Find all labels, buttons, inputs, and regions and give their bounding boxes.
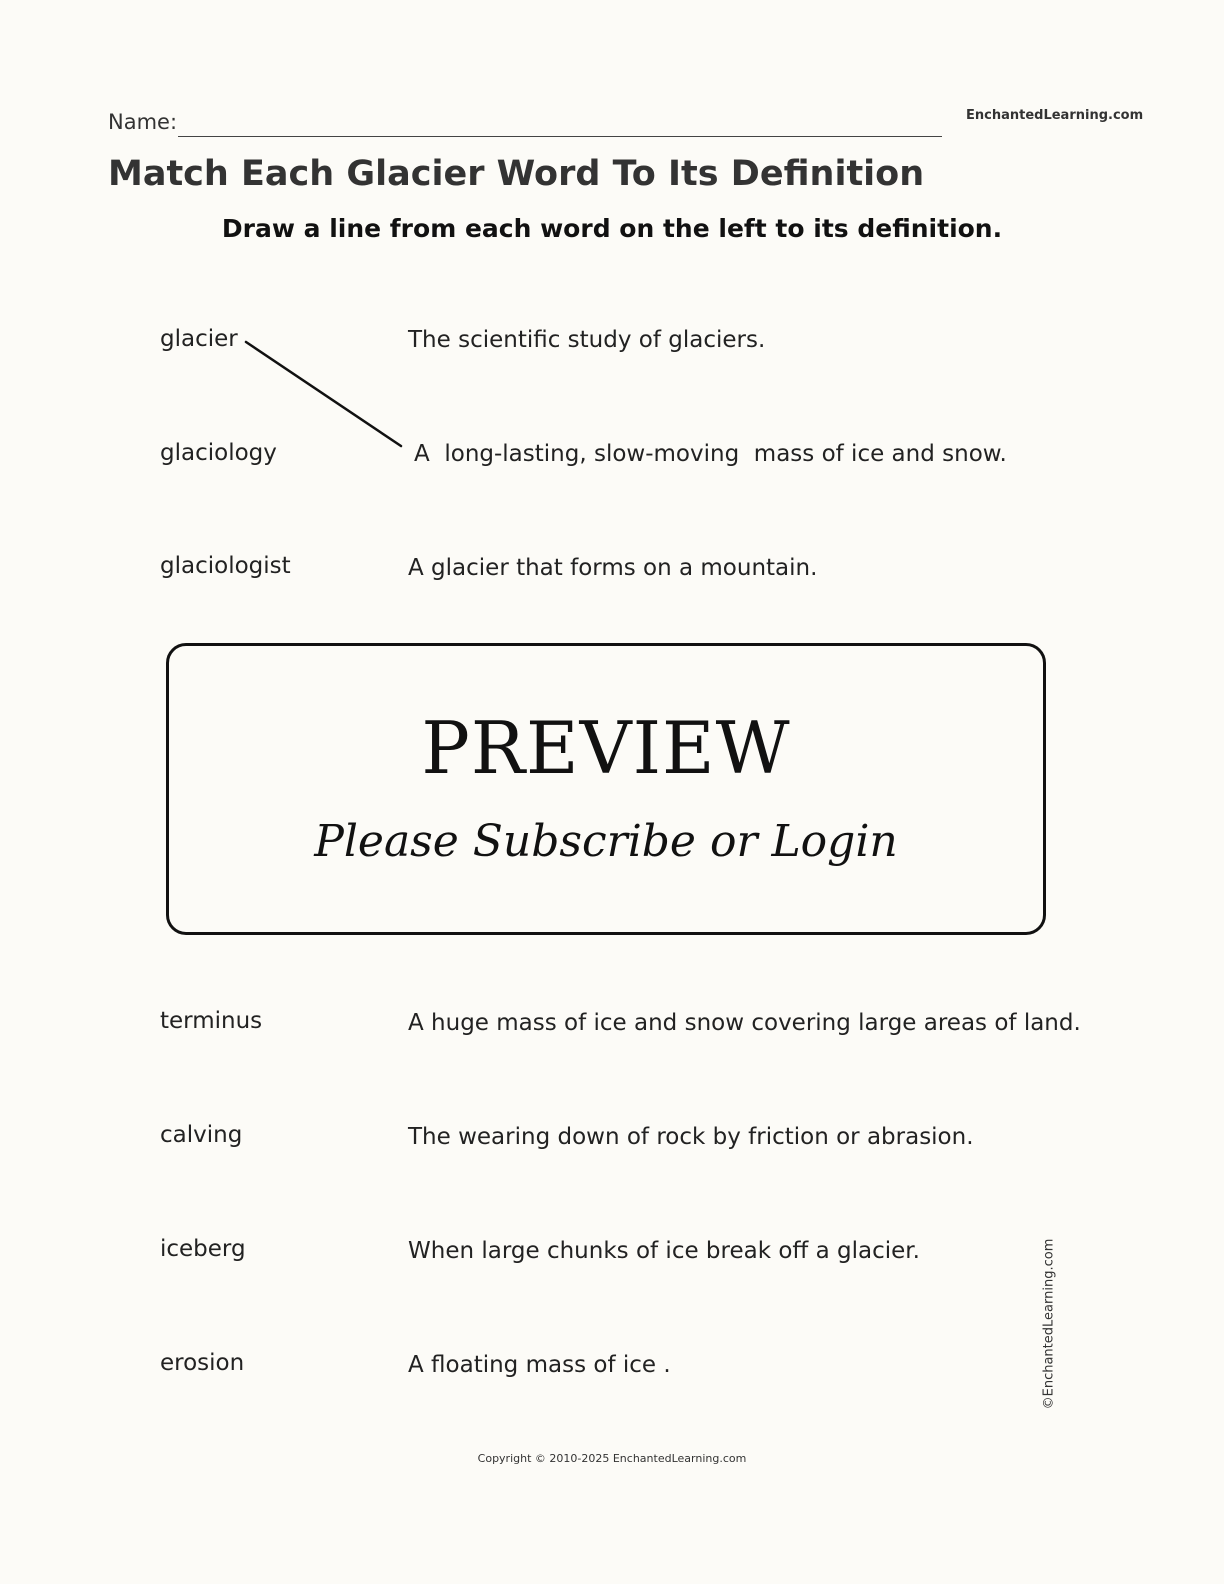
instructions: Draw a line from each word on the left to its definition. [221, 214, 1003, 243]
definition-10: A floating mass of ice . [408, 1352, 671, 1378]
page-title: Match Each Glacier Word To Its Definition [108, 154, 925, 194]
word-iceberg: iceberg [160, 1236, 246, 1262]
word-terminus: terminus [160, 1008, 263, 1034]
definition-7: A huge mass of ice and snow covering large areas of land. [408, 1010, 1081, 1036]
vertical-credit: ©EnchantedLearning.com [1041, 1238, 1057, 1410]
word-glaciologist: glaciologist [160, 553, 291, 579]
word-calving: calving [160, 1122, 243, 1148]
definition-3: A glacier that forms on a mountain. [408, 555, 818, 581]
word-glaciology: glaciology [160, 440, 277, 466]
preview-overlay[interactable] [166, 643, 1046, 935]
definition-1: The scientific study of glaciers. [408, 327, 766, 353]
definition-9: When large chunks of ice break off a glacier. [408, 1238, 920, 1264]
name-label: Name: [108, 110, 178, 134]
definition-8: The wearing down of rock by friction or abrasion. [408, 1124, 974, 1150]
word-erosion: erosion [160, 1350, 245, 1376]
subscribe-login-prompt[interactable]: Please Subscribe or Login [314, 816, 898, 867]
site-logo-text: EnchantedLearning.com [966, 108, 1144, 123]
definition-2: A long-lasting, slow-moving mass of ice and snow. [414, 441, 1007, 467]
word-glacier: glacier [160, 326, 238, 352]
copyright: Copyright © 2010-2025 EnchantedLearning.com [477, 1452, 747, 1465]
preview-title: PREVIEW [421, 706, 791, 790]
